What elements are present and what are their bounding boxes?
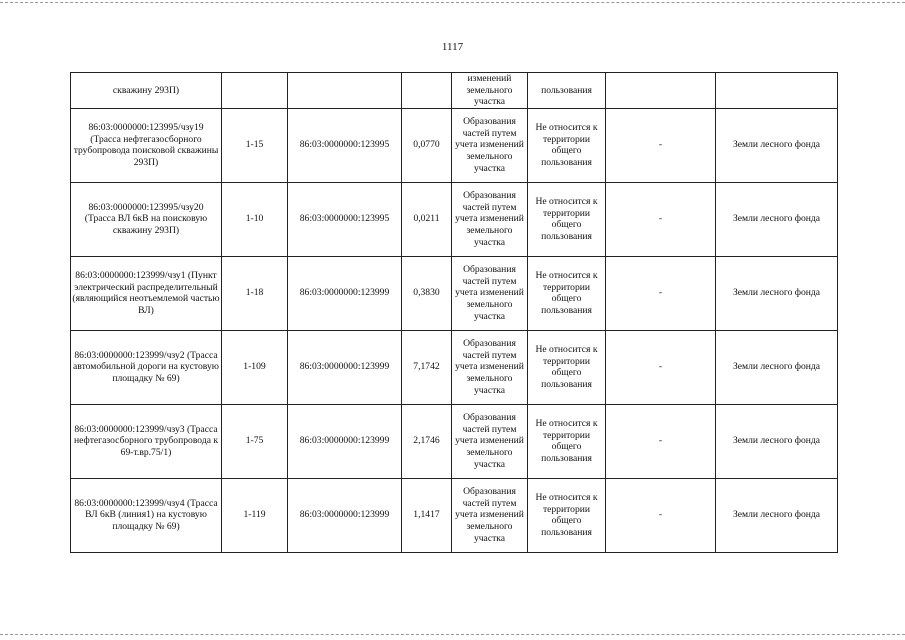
cadastral-number-cell: 86:03:0000000:123999 — [288, 478, 402, 552]
restriction-cell: - — [606, 478, 716, 552]
contour-cell: 1-119 — [222, 478, 288, 552]
land-category-cell: Земли лесного фонда — [716, 330, 838, 404]
table-row — [71, 330, 838, 404]
land-plots-table — [70, 72, 838, 553]
restriction-cell: - — [606, 404, 716, 478]
area-cell: 1,1417 — [402, 478, 452, 552]
formation-method-cell: изменений земельного участка — [452, 73, 528, 109]
table-row — [71, 478, 838, 552]
land-category-cell: Земли лесного фонда — [716, 182, 838, 256]
restriction-cell: - — [606, 256, 716, 330]
public-territory-cell: Не относится к территории общего пользования — [528, 108, 606, 182]
formation-method-cell: Образования частей путем учета изменений земельного участка — [452, 182, 528, 256]
scan-edge-bottom — [0, 634, 905, 635]
plot-name-cell: 86:03:0000000:123999/чзу3 (Трасса нефтегазосборного трубопровода к 69-т.вр.75/1) — [71, 404, 222, 478]
area-cell: 2,1746 — [402, 404, 452, 478]
contour-cell: 1-109 — [222, 330, 288, 404]
area-cell — [402, 73, 452, 109]
contour-cell: 1-75 — [222, 404, 288, 478]
table-row — [71, 108, 838, 182]
cadastral-number-cell: 86:03:0000000:123995 — [288, 108, 402, 182]
contour-cell: 1-15 — [222, 108, 288, 182]
area-cell: 7,1742 — [402, 330, 452, 404]
table-row — [71, 404, 838, 478]
cadastral-number-cell: 86:03:0000000:123999 — [288, 330, 402, 404]
cadastral-number-cell: 86:03:0000000:123999 — [288, 256, 402, 330]
restriction-cell: - — [606, 182, 716, 256]
formation-method-cell: Образования частей путем учета изменений земельного участка — [452, 330, 528, 404]
table-row-continuation — [71, 73, 838, 109]
land-category-cell — [716, 73, 838, 109]
table-row — [71, 182, 838, 256]
public-territory-cell: Не относится к территории общего пользования — [528, 182, 606, 256]
area-cell: 0,3830 — [402, 256, 452, 330]
plot-name-cell: 86:03:0000000:123999/чзу4 (Трасса ВЛ 6кВ (линия1) на кустовую площадку № 69) — [71, 478, 222, 552]
contour-cell: 1-18 — [222, 256, 288, 330]
public-territory-cell: пользования — [528, 73, 606, 109]
land-category-cell: Земли лесного фонда — [716, 478, 838, 552]
cadastral-number-cell: 86:03:0000000:123995 — [288, 182, 402, 256]
land-category-cell: Земли лесного фонда — [716, 256, 838, 330]
contour-cell — [222, 73, 288, 109]
land-category-cell: Земли лесного фонда — [716, 404, 838, 478]
restriction-cell: - — [606, 330, 716, 404]
formation-method-cell: Образования частей путем учета изменений земельного участка — [452, 256, 528, 330]
page-number: 1117 — [441, 41, 464, 53]
plot-name-cell: 86:03:0000000:123999/чзу1 (Пункт электрический распределительный (являющийся неотъемлемой частью ВЛ) — [71, 256, 222, 330]
table-row — [71, 256, 838, 330]
public-territory-cell: Не относится к территории общего пользования — [528, 330, 606, 404]
plot-name-cell: 86:03:0000000:123999/чзу2 (Трасса автомобильной дороги на кустовую площадку № 69) — [71, 330, 222, 404]
area-cell: 0,0211 — [402, 182, 452, 256]
public-territory-cell: Не относится к территории общего пользования — [528, 256, 606, 330]
plot-name-cell: 86:03:0000000:123995/чзу19 (Трасса нефтегазосборного трубопровода поисковой скважины 293П) — [71, 108, 222, 182]
land-category-cell: Земли лесного фонда — [716, 108, 838, 182]
cadastral-number-cell — [288, 73, 402, 109]
formation-method-cell: Образования частей путем учета изменений земельного участка — [452, 478, 528, 552]
formation-method-cell: Образования частей путем учета изменений земельного участка — [452, 108, 528, 182]
plot-name-cell: скважину 293П) — [71, 73, 222, 109]
cadastral-number-cell: 86:03:0000000:123999 — [288, 404, 402, 478]
contour-cell: 1-10 — [222, 182, 288, 256]
formation-method-cell: Образования частей путем учета изменений земельного участка — [452, 404, 528, 478]
restriction-cell — [606, 73, 716, 109]
restriction-cell: - — [606, 108, 716, 182]
scan-edge-top — [0, 2, 905, 3]
public-territory-cell: Не относится к территории общего пользования — [528, 478, 606, 552]
area-cell: 0,0770 — [402, 108, 452, 182]
public-territory-cell: Не относится к территории общего пользования — [528, 404, 606, 478]
plot-name-cell: 86:03:0000000:123995/чзу20 (Трасса ВЛ 6кВ на поисковую скважину 293П) — [71, 182, 222, 256]
